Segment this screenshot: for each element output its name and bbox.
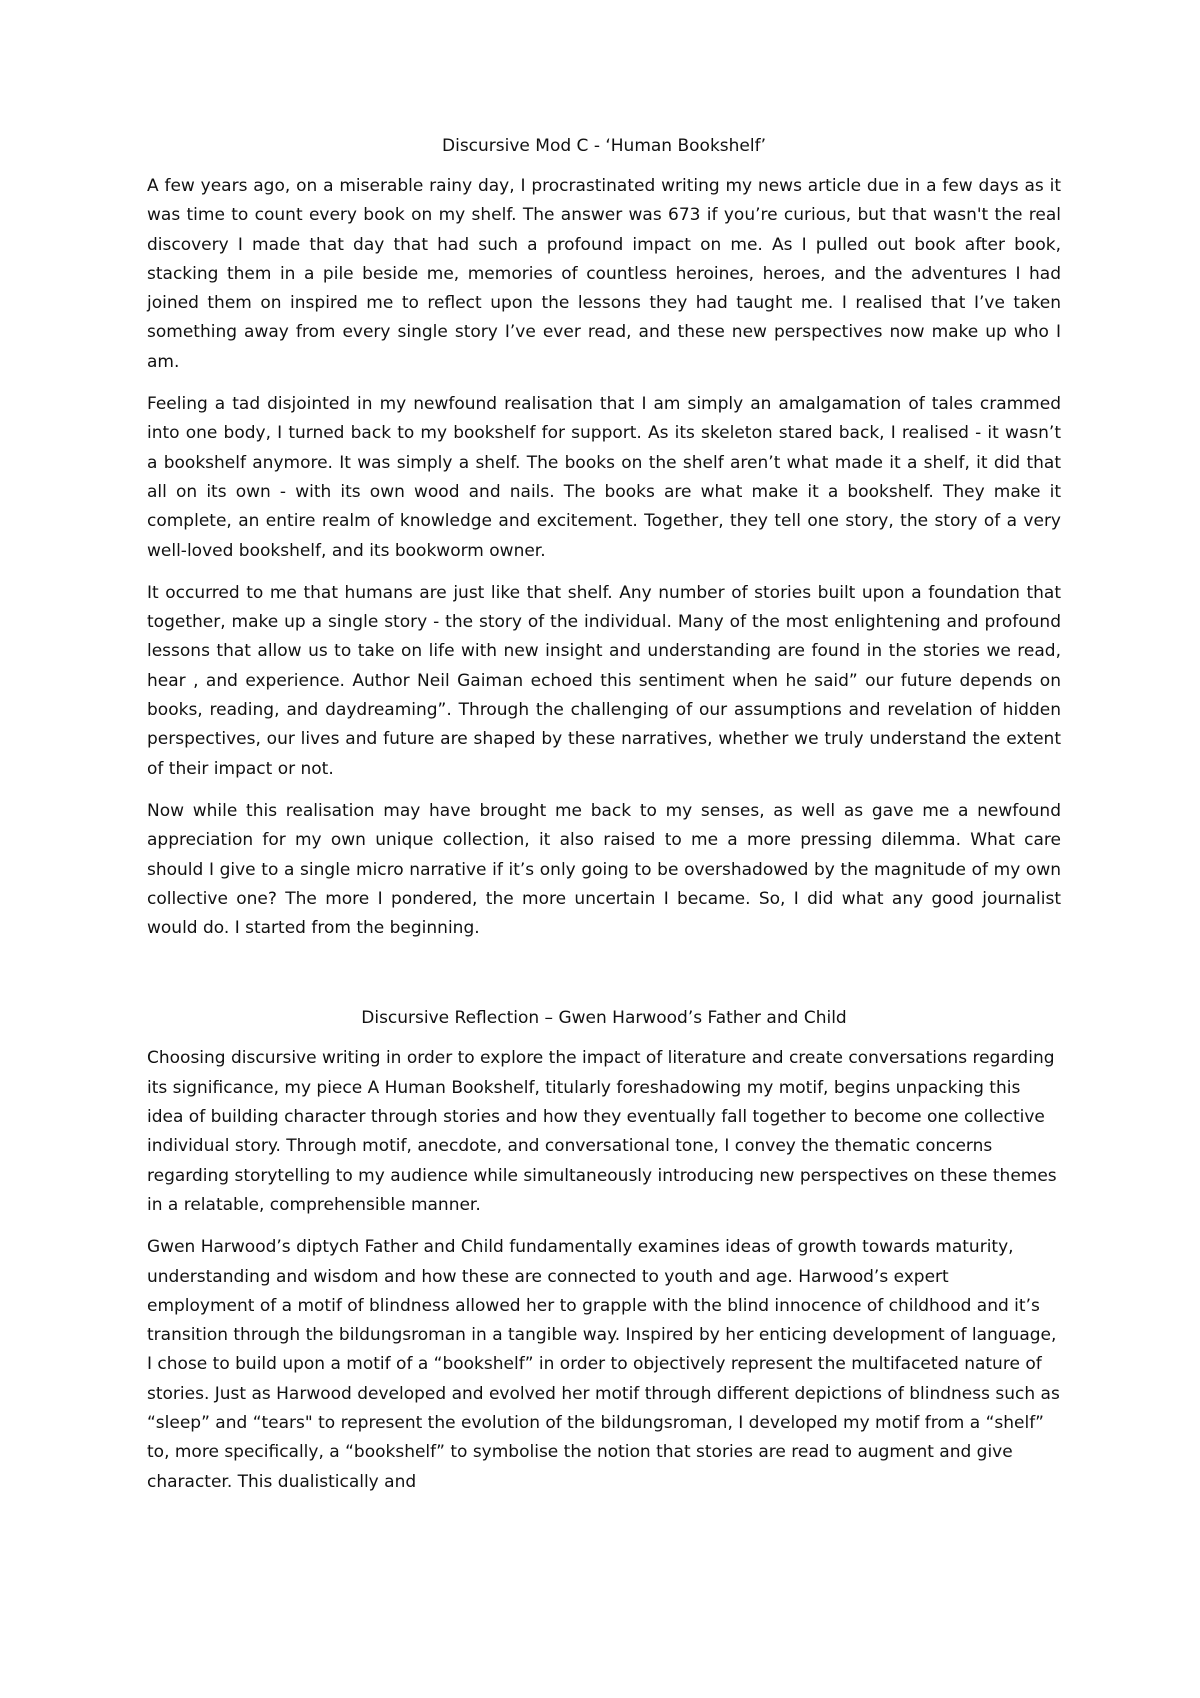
section2-paragraph-1: Choosing discursive writing in order to explore the impact of literature and create conversations regarding its significance, my piece A Human Bookshelf, titularly foreshadowing my motif, begins unpacking this idea of building character through stories and how they eventually fall together to become one collective individual story. Through motif, anecdote, and conversational tone, I convey the thematic concerns regarding storytelling to my audience while simultaneously introducing new perspectives on these themes in a relatable, comprehensible manner. — [147, 1048, 1057, 1215]
section1-title: Discursive Mod C - ‘Human Bookshelf’ — [442, 136, 766, 156]
section-spacer — [147, 956, 1061, 1004]
section1-paragraph-1: A few years ago, on a miserable rainy day, I procrastinated writing my news article due in a few days as it was time to count every book on my shelf. The answer was 673 if you’re curious, but that wasn't the real discovery I made that day that had such a profound impact on me. As I pulled out book after book, stacking them in a pile beside me, memories of countless heroines, heroes, and the adventures I had joined them on inspired me to reflect upon the lessons they had taught me. I realised that I’ve taken something away from every single story I’ve ever read, and these new perspectives now make up who I am. — [147, 176, 1061, 372]
document-body — [147, 132, 1061, 1510]
section1-paragraph-4: Now while this realisation may have brought me back to my senses, as well as gave me a newfound appreciation for my own unique collection, it also raised to me a more pressing dilemma. What care should I give to a single micro narrative if it’s only going to be overshadowed by the magnitude of my own collective one? The more I pondered, the more uncertain I became. So, I did what any good journalist would do. I started from the beginning. — [147, 800, 1061, 939]
section2-title: Discursive Reflection – Gwen Harwood’s Father and Child — [361, 1008, 847, 1029]
section1-paragraph-2: Feeling a tad disjointed in my newfound realisation that I am simply an amalgamation of tales crammed into one body, I turned back to my bookshelf for support. As its skeleton stared back, I realised - it wasn’t a bookshelf anymore. It was simply a shelf. The books on the shelf aren’t what made it a shelf, it did that all on its own - with its own wood and nails. The books are what make it a bookshelf. They make it complete, an entire realm of knowledge and excitement. Together, they tell one story, the story of a very well-loved bookshelf, and its bookworm owner. — [147, 394, 1061, 561]
section1-paragraph-3: It occurred to me that humans are just like that shelf. Any number of stories built upon a foundation that together, make up a single story - the story of the individual. Many of the most enlightening and profound lessons that allow us to take on life with new insight and understanding are found in the stories we read, hear , and experience. Author Neil Gaiman echoed this sentiment when he said” our future depends on books, reading, and daydreaming”. Through the challenging of our assumptions and revelation of hidden perspectives, our lives and future are shaped by these narratives, whether we truly understand the extent of their impact or not. — [147, 582, 1061, 779]
section2-paragraph-2: Gwen Harwood’s diptych Father and Child fundamentally examines ideas of growth towards maturity, understanding and wisdom and how these are connected to youth and age. Harwood’s expert employment of a motif of blindness allowed her to grapple with the blind innocence of childhood and it’s transition through the bildungsroman in a tangible way. Inspired by her enticing development of language, I chose to build upon a motif of a “bookshelf” in order to objectively represent the multifaceted nature of stories. Just as Harwood developed and evolved her motif through different depictions of blindness such as “sleep” and “tears" to represent the evolution of the bildungsroman, I developed my motif from a “shelf” to, more specifically, a “bookshelf” to symbolise the notion that stories are read to augment and give character. This dualistically and — [147, 1237, 1060, 1492]
